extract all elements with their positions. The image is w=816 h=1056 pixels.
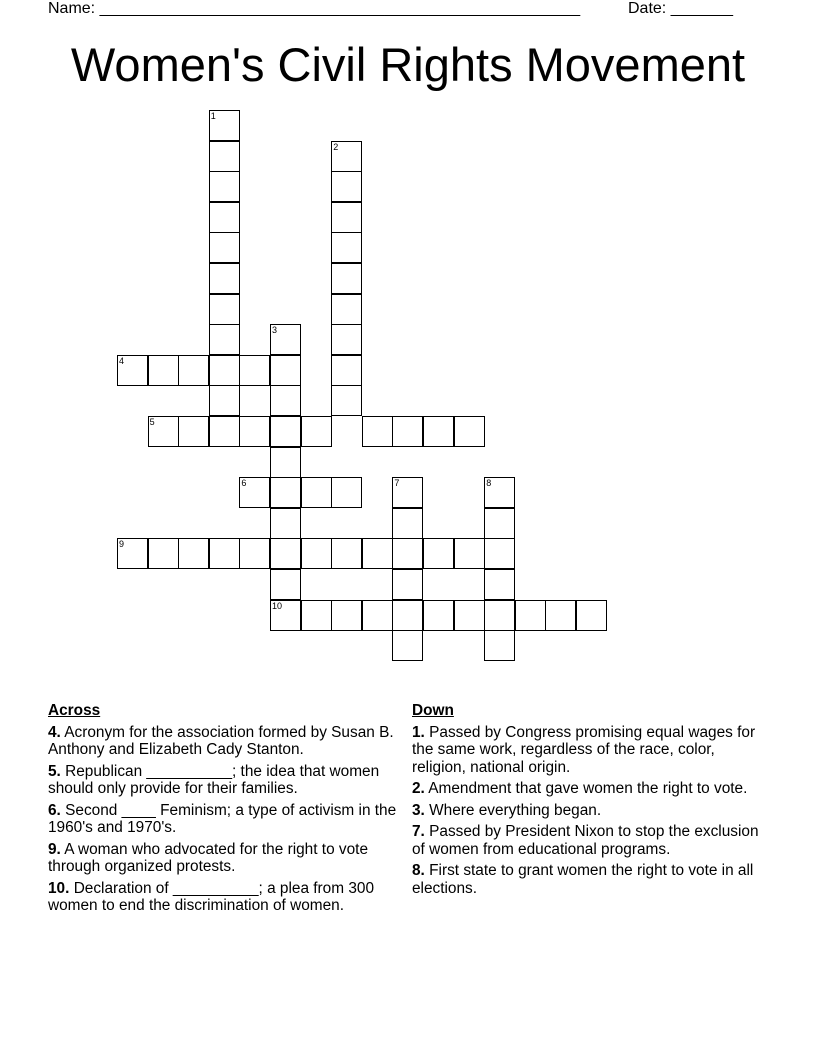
- grid-cell[interactable]: [484, 477, 515, 508]
- down-clue: 8. First state to grant women the right to vote in all elections.: [412, 862, 754, 897]
- grid-cell[interactable]: [239, 538, 270, 569]
- across-clue: 5. Republican __________; the idea that women should only provide for their families.: [48, 762, 380, 797]
- across-clue: 10. Declaration of __________; a plea from 300 women to end the discrimination of women.: [48, 879, 375, 914]
- grid-cell[interactable]: [484, 508, 515, 539]
- down-clue: 1. Passed by Congress promising equal wages for the same work, regardless of the race, color, religion, national origin.: [412, 723, 756, 776]
- grid-cell[interactable]: [270, 416, 301, 447]
- down-heading: Down: [412, 702, 454, 719]
- grid-cell[interactable]: [331, 477, 362, 508]
- grid-cell[interactable]: [331, 355, 362, 386]
- clue-number: 7: [394, 478, 400, 489]
- grid-cell[interactable]: [515, 600, 546, 631]
- grid-cell[interactable]: [178, 416, 209, 447]
- clue-number: 1: [210, 111, 216, 121]
- grid-cell[interactable]: [331, 600, 362, 631]
- grid-cell[interactable]: [148, 355, 179, 386]
- grid-cell[interactable]: [148, 538, 179, 569]
- grid-cell[interactable]: [423, 538, 454, 569]
- grid-cell[interactable]: [331, 385, 362, 416]
- grid-cell[interactable]: [301, 416, 332, 447]
- grid-cell[interactable]: [270, 447, 301, 478]
- grid-cell[interactable]: [331, 324, 362, 355]
- down-clue: 2. Amendment that gave women the right to vote.: [412, 780, 748, 797]
- across-clues: [48, 702, 408, 919]
- grid-cell[interactable]: [209, 171, 240, 202]
- across-heading: Across: [48, 702, 101, 719]
- grid-cell[interactable]: [270, 355, 301, 386]
- grid-cell[interactable]: [117, 355, 148, 386]
- grid-cell[interactable]: [331, 202, 362, 233]
- grid-cell[interactable]: [270, 569, 301, 600]
- clue-number: 5: [149, 417, 155, 427]
- clue-number: 8: [486, 478, 492, 489]
- grid-cell[interactable]: [545, 600, 576, 631]
- grid-cell[interactable]: [209, 355, 240, 386]
- grid-cell[interactable]: [484, 569, 515, 600]
- grid-cell[interactable]: [331, 294, 362, 325]
- clue-number: 3: [272, 325, 278, 336]
- grid-cell[interactable]: [301, 477, 332, 508]
- grid-cell[interactable]: [209, 110, 240, 141]
- down-clue: 3. Where everything began.: [412, 801, 602, 819]
- down-clues: [412, 702, 762, 901]
- across-clue: 4. Acronym for the association formed by Susan B. Anthony and Elizabeth Cady Stanton.: [48, 723, 394, 758]
- grid-cell[interactable]: [484, 600, 515, 631]
- grid-cell[interactable]: [484, 630, 515, 661]
- grid-cell[interactable]: [209, 324, 240, 355]
- grid-cell[interactable]: [209, 263, 240, 294]
- grid-cell[interactable]: [331, 263, 362, 294]
- page-title: Women's Civil Rights Movement: [70, 38, 746, 91]
- clue-number: 10: [272, 600, 283, 611]
- grid-cell[interactable]: [209, 232, 240, 263]
- grid-cell[interactable]: [392, 538, 423, 569]
- grid-cell[interactable]: [270, 385, 301, 416]
- grid-cell[interactable]: [209, 385, 240, 416]
- grid-cell[interactable]: [270, 538, 301, 569]
- grid-cell[interactable]: [392, 630, 423, 661]
- grid-cell[interactable]: [209, 538, 240, 569]
- grid-cell[interactable]: [362, 416, 393, 447]
- clue-number: 2: [333, 141, 339, 152]
- grid-cell[interactable]: [454, 538, 485, 569]
- grid-cell[interactable]: [392, 508, 423, 539]
- across-clue: 6. Second ____ Feminism; a type of activism in the 1960's and 1970's.: [48, 801, 397, 836]
- grid-cell[interactable]: [270, 600, 301, 631]
- name-field[interactable]: Name: ______________________________________________________: [48, 0, 581, 17]
- across-clue: 9. A woman who advocated for the right to vote through organized protests.: [48, 840, 368, 875]
- clue-number: 6: [241, 478, 247, 489]
- grid-cell[interactable]: [392, 569, 423, 600]
- grid-cell[interactable]: [576, 600, 607, 631]
- grid-cell[interactable]: [331, 141, 362, 172]
- grid-cell[interactable]: [239, 416, 270, 447]
- grid-cell[interactable]: [392, 477, 423, 508]
- grid-cell[interactable]: [423, 600, 454, 631]
- grid-cell[interactable]: [454, 600, 485, 631]
- clue-number: 9: [119, 539, 125, 550]
- grid-cell[interactable]: [331, 232, 362, 263]
- grid-cell[interactable]: [362, 538, 393, 569]
- grid-cell[interactable]: [209, 294, 240, 325]
- grid-cell[interactable]: [117, 538, 148, 569]
- grid-cell[interactable]: [484, 538, 515, 569]
- grid-cell[interactable]: [209, 141, 240, 172]
- grid-cell[interactable]: [239, 355, 270, 386]
- grid-cell[interactable]: [178, 355, 209, 386]
- grid-cell[interactable]: [239, 477, 270, 508]
- grid-cell[interactable]: [331, 538, 362, 569]
- date-field[interactable]: Date: _______: [628, 0, 733, 17]
- clue-number: 4: [119, 355, 125, 366]
- grid-cell[interactable]: [270, 324, 301, 355]
- grid-cell[interactable]: [270, 477, 301, 508]
- grid-cell[interactable]: [392, 600, 423, 631]
- grid-cell[interactable]: [301, 600, 332, 631]
- grid-cell[interactable]: [423, 416, 454, 447]
- grid-cell[interactable]: [454, 416, 485, 447]
- grid-cell[interactable]: [178, 538, 209, 569]
- grid-cell[interactable]: [209, 416, 240, 447]
- grid-cell[interactable]: [301, 538, 332, 569]
- grid-cell[interactable]: [331, 171, 362, 202]
- grid-cell[interactable]: [392, 416, 423, 447]
- grid-cell[interactable]: [270, 508, 301, 539]
- grid-cell[interactable]: [209, 202, 240, 233]
- grid-cell[interactable]: [362, 600, 393, 631]
- grid-cell[interactable]: [148, 416, 179, 447]
- down-clue: 7. Passed by President Nixon to stop the exclusion of women from educational programs.: [412, 823, 759, 858]
